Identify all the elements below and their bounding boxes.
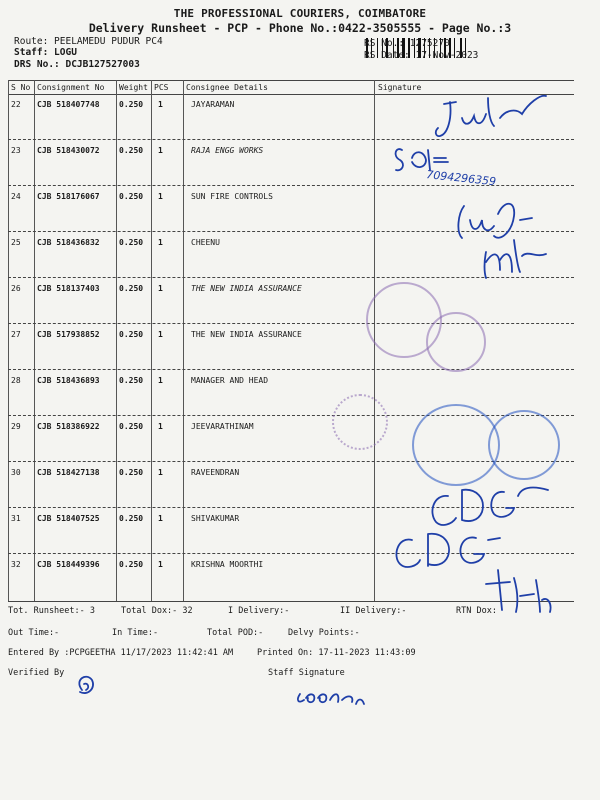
row-consignment: CJB 518436832 xyxy=(37,238,100,247)
row-divider xyxy=(8,231,574,232)
col-weight: Weight xyxy=(119,83,148,92)
row-weight: 0.250 xyxy=(119,330,144,339)
row-pcs: 1 xyxy=(158,422,163,431)
blue-bank-stamp xyxy=(488,410,560,480)
phone-note-handwritten: 7094296359 xyxy=(425,168,497,189)
drs-field: DRS No.: DCJB127527003 xyxy=(14,59,140,70)
row-sno: 23 xyxy=(11,146,21,155)
row-consignment: CJB 518407525 xyxy=(37,514,100,523)
row-pcs: 1 xyxy=(158,192,163,201)
verified-initial xyxy=(79,677,93,693)
row-sno: 30 xyxy=(11,468,21,477)
row-consignment: CJB 518436893 xyxy=(37,376,100,385)
row-sno: 26 xyxy=(11,284,21,293)
row-sno: 24 xyxy=(11,192,21,201)
row-sno: 31 xyxy=(11,514,21,523)
rtn-dox: RTN Dox: xyxy=(456,606,497,616)
col-consignment: Consignment No xyxy=(37,83,105,92)
row-weight: 0.250 xyxy=(119,422,144,431)
signature-row-23 xyxy=(396,149,448,170)
row-divider xyxy=(8,185,574,186)
delvy-points: Delvy Points:- xyxy=(288,628,360,638)
row-pcs: 1 xyxy=(158,560,163,569)
row-divider xyxy=(8,553,574,554)
row-weight: 0.250 xyxy=(119,560,144,569)
col-rule xyxy=(151,80,152,602)
row-weight: 0.250 xyxy=(119,146,144,155)
row-weight: 0.250 xyxy=(119,284,144,293)
purple-round-stamp xyxy=(332,394,388,450)
row-pcs: 1 xyxy=(158,100,163,109)
col-consignee: Consignee Details xyxy=(186,83,268,92)
route-field: Route: PEELAMEDU PUDUR PC4 xyxy=(14,36,163,47)
staff-signature-label: Staff Signature xyxy=(268,668,345,678)
total-runsheet: Tot. Runsheet:- 3 xyxy=(8,606,95,616)
rs-date-field: RS Date: 17-Nov-2023 xyxy=(364,50,479,61)
col-signature: Signature xyxy=(378,83,422,92)
row-pcs: 1 xyxy=(158,376,163,385)
row-consignee: RAVEENDRAN xyxy=(191,468,240,477)
row-pcs: 1 xyxy=(158,238,163,247)
row-pcs: 1 xyxy=(158,146,163,155)
row-pcs: 1 xyxy=(158,514,163,523)
row-divider xyxy=(8,323,574,324)
row-sno: 28 xyxy=(11,376,21,385)
purple-seal-stamp xyxy=(426,312,486,372)
row-consignee: THE NEW INDIA ASSURANCE xyxy=(191,330,302,339)
row-divider xyxy=(8,277,574,278)
col-rule xyxy=(8,80,9,602)
staff-field: Staff: LOGU xyxy=(14,47,77,58)
signature-row-22 xyxy=(436,96,546,136)
printed-on: Printed On: 17-11-2023 11:43:09 xyxy=(257,648,416,658)
rs-no-field: RS No.: 1275270 xyxy=(364,38,450,49)
row-divider xyxy=(8,415,574,416)
ii-delivery: II Delivery:- xyxy=(340,606,407,616)
total-pod: Total POD:- xyxy=(207,628,264,638)
row-sno: 29 xyxy=(11,422,21,431)
row-divider xyxy=(8,139,574,140)
row-consignee: SUN FIRE CONTROLS xyxy=(191,192,273,201)
signature-row-25 xyxy=(485,240,547,278)
in-time: In Time:- xyxy=(112,628,159,638)
row-sno: 32 xyxy=(11,560,21,569)
row-consignee: MANAGER AND HEAD xyxy=(191,376,269,385)
row-sno: 25 xyxy=(11,238,21,247)
row-consignee: THE NEW INDIA ASSURANCE xyxy=(191,284,302,293)
row-consignee: JEEVARATHINAM xyxy=(191,422,254,431)
i-delivery: I Delivery:- xyxy=(228,606,290,616)
row-weight: 0.250 xyxy=(119,468,144,477)
row-consignment: CJB 518449396 xyxy=(37,560,100,569)
out-time: Out Time:- xyxy=(8,628,60,638)
row-consignment: CJB 518430072 xyxy=(37,146,100,155)
row-consignment: CJB 518137403 xyxy=(37,284,100,293)
row-weight: 0.250 xyxy=(119,376,144,385)
row-consignment: CJB 518427138 xyxy=(37,468,100,477)
row-sno: 27 xyxy=(11,330,21,339)
row-divider xyxy=(8,369,574,370)
signature-row-24 xyxy=(458,204,532,238)
row-weight: 0.250 xyxy=(119,100,144,109)
row-consignee: SHIVAKUMAR xyxy=(191,514,240,523)
entered-by: Entered By :PCPGEETHA 11/17/2023 11:42:41 AM xyxy=(8,648,234,658)
signature-row-31-cdg2 xyxy=(396,534,500,567)
col-sno: S No xyxy=(11,83,31,92)
runsheet-subtitle: Delivery Runsheet - PCP - Phone No.:0422-3505555 - Page No.:3 xyxy=(88,21,512,35)
staff-sign-scrawl xyxy=(298,694,364,704)
row-pcs: 1 xyxy=(158,330,163,339)
row-consignment: CJB 518407748 xyxy=(37,100,100,109)
col-pcs: PCS xyxy=(154,83,169,92)
row-weight: 0.250 xyxy=(119,238,144,247)
row-consignee: JAYARAMAN xyxy=(191,100,235,109)
row-pcs: 1 xyxy=(158,284,163,293)
col-rule xyxy=(116,80,117,602)
table-bottom-border xyxy=(8,601,574,602)
company-title: THE PROFESSIONAL COURIERS, COIMBATORE xyxy=(173,7,427,20)
row-consignment: CJB 517938852 xyxy=(37,330,100,339)
total-dox: Total Dox:- 32 xyxy=(121,606,193,616)
col-rule xyxy=(34,80,35,602)
col-rule xyxy=(183,80,184,602)
blue-bank-stamp xyxy=(412,404,500,486)
row-consignment: CJB 518386922 xyxy=(37,422,100,431)
row-consignee: RAJA ENGG WORKS xyxy=(191,146,264,155)
row-divider xyxy=(8,507,574,508)
row-weight: 0.250 xyxy=(119,514,144,523)
row-pcs: 1 xyxy=(158,468,163,477)
row-consignee: KRISHNA MOORTHI xyxy=(191,560,264,569)
row-weight: 0.250 xyxy=(119,192,144,201)
table-header-border xyxy=(8,94,574,95)
row-consignee: CHEENU xyxy=(191,238,220,247)
verified-by-label: Verified By xyxy=(8,668,65,678)
row-consignment: CJB 518176067 xyxy=(37,192,100,201)
row-sno: 22 xyxy=(11,100,21,109)
